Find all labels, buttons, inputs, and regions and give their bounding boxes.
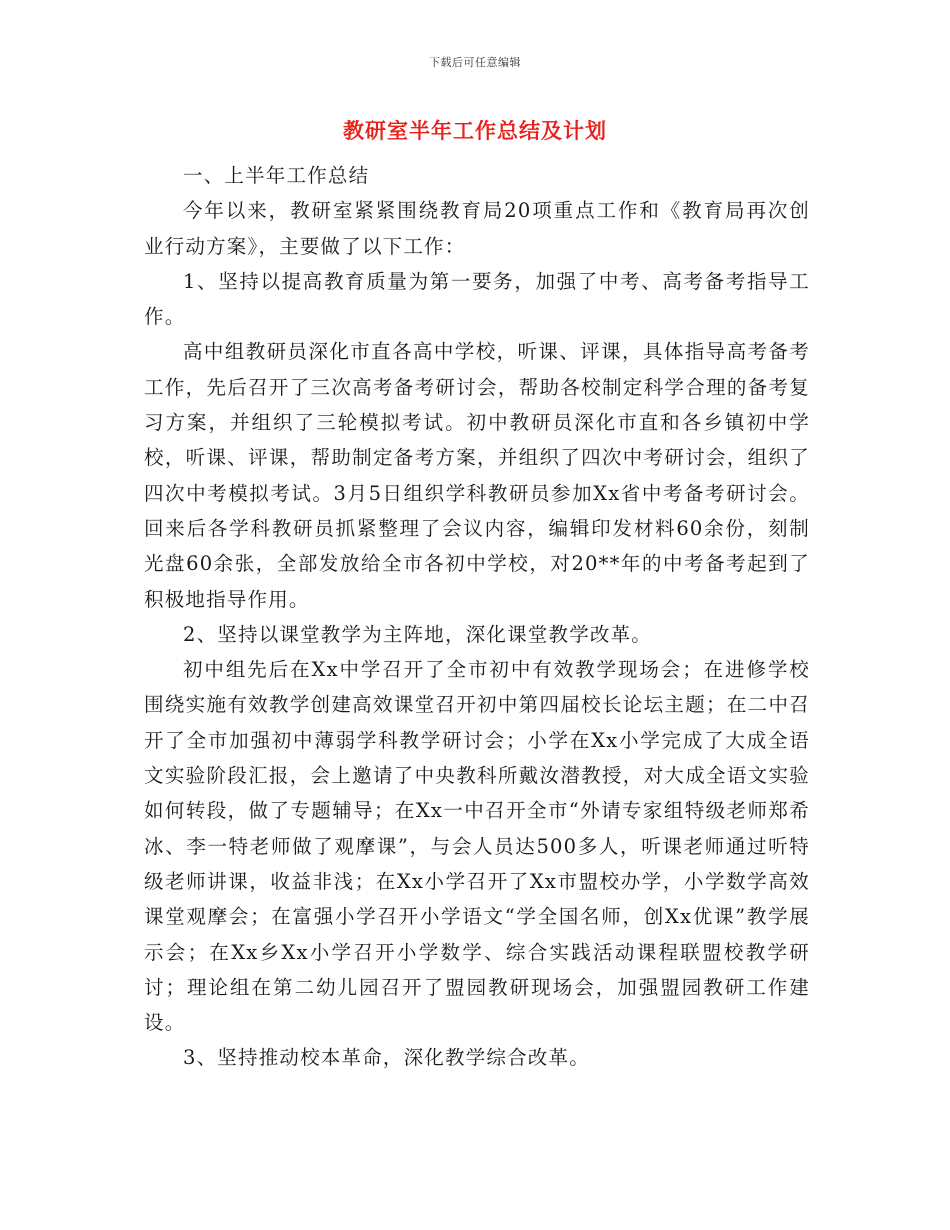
list-item-heading: 2、坚持以课堂教学为主阵地，深化课堂教学改革。 <box>183 622 653 646</box>
paragraph: 初中组先后在Xx中学召开了全市初中有效教学现场会；在进修学校围绕实施有效教学创建高效课堂召开初中第四届校长论坛主题；在二中召开了全市加强初中薄弱学科教学研讨会；小学在Xx小学完成了大成全语文实验阶段汇报，会上邀请了中央教科所戴汝潜教授，对大成全语文实验如何转段，做了专题辅导；在Xx一中召开全市“外请专家组特级老师郑希冰、李一特老师做了观摩课”，与会人员达500多人，听课老师通过听特级老师讲课，收益非浅；在Xx小学召开了Xx市盟校办学，小学数学高效课堂观摩会；在富强小学召开小学语文“学全国名师，创Xx优课”教学展示会；在Xx乡Xx小学召开小学数学、综合实践活动课程联盟校教学研讨；理论组在第二幼儿园召开了盟园教研现场会，加强盟园教研工作建设。 <box>144 658 810 1035</box>
header-note: 下载后可任意编辑 <box>429 56 521 69</box>
document-title: 教研室半年工作总结及计划 <box>343 118 607 143</box>
paragraph: 今年以来，教研室紧紧围绕教育局20项重点工作和《教育局再次创业行动方案》，主要做了以下工作： <box>144 199 810 258</box>
paragraph: 高中组教研员深化市直各高中学校，听课、评课，具体指导高考备考工作，先后召开了三次高考备考研讨会，帮助各校制定科学合理的备考复习方案，并组织了三轮模拟考试。初中教研员深化市直和各乡镇初中学校，听课、评课，帮助制定备考方案，并组织了四次中考研讨会，组织了四次中考模拟考试。3月5日组织学科教研员参加Xx省中考备考研讨会。回来后各学科教研员抓紧整理了会议内容，编辑印发材料60余份，刻制光盘60余张，全部发放给全市各初中学校，对20**年的中考备考起到了积极地指导作用。 <box>144 340 810 611</box>
list-item-heading: 1、坚持以提高教育质量为第一要务，加强了中考、高考备考指导工作。 <box>144 269 810 329</box>
section-heading: 一、上半年工作总结 <box>183 164 370 187</box>
document-body <box>144 158 810 1076</box>
list-item-heading: 3、坚持推动校本革命，深化教学综合改革。 <box>183 1046 590 1070</box>
